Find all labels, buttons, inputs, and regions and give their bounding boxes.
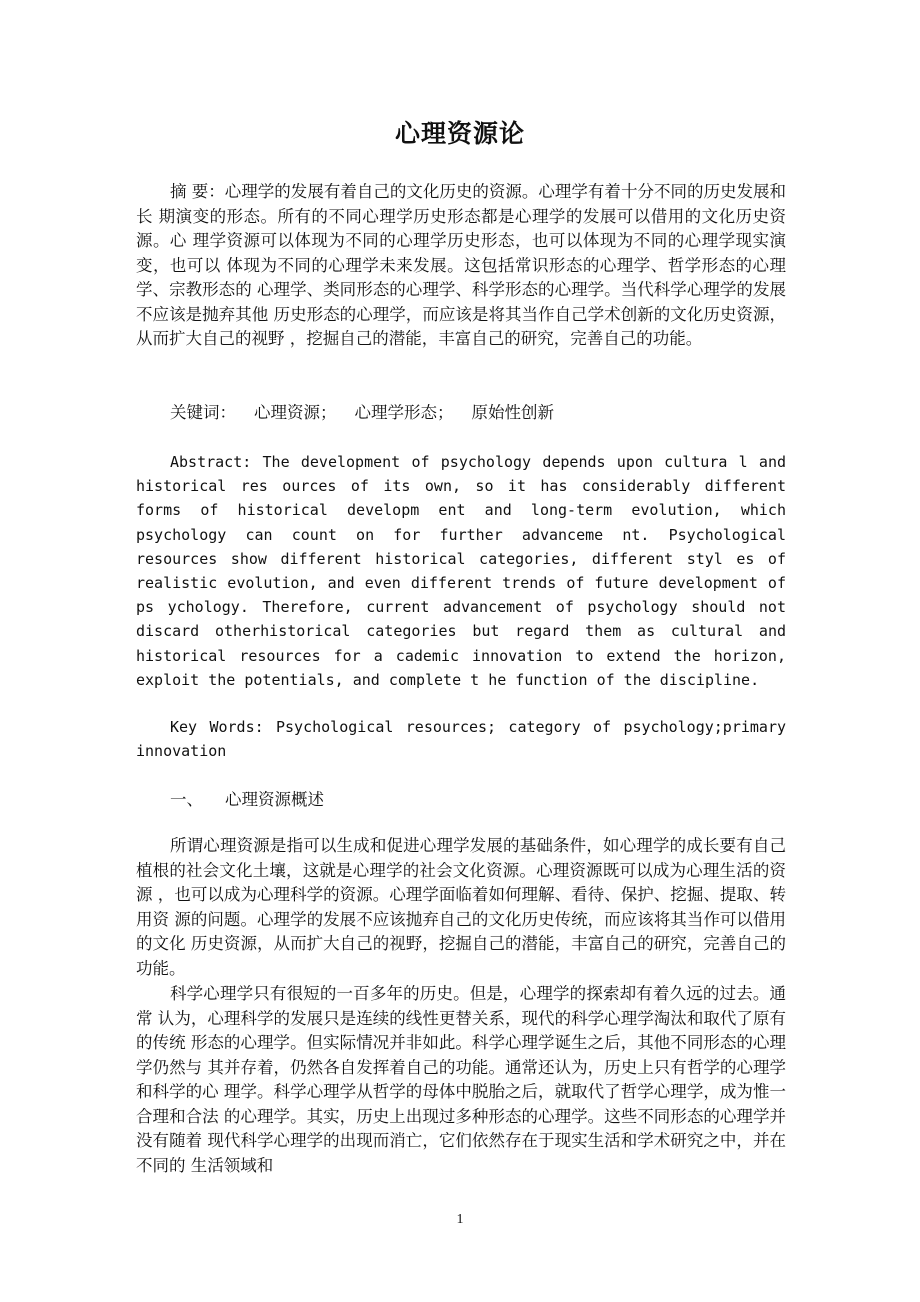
- keyword-3: 原始性创新: [471, 403, 554, 422]
- keyword-2: 心理学形态；: [354, 403, 454, 422]
- keyword-1: 心理资源；: [254, 403, 337, 422]
- body-paragraph: 科学心理学只有很短的一百多年的历史。但是，心理学的探索却有着久远的过去。通常 认为，心理科学的发展只是连续的线性更替关系，现代的科学心理学淘汰和取代了原有的传统 形态的心理学。但实际情况并非如此。科学心理学诞生之后，其他不同形态的心理学仍然与 其并存着，仍然各自发挥着自己的功能。通常还认为，历史上只有哲学的心理学和科学的心 理学。科学心理学从哲学的母体中脱胎之后，就取代了哲学心理学，成为惟一合理和合法 的心理学。其实，历史上出现过多种形态的心理学。这些不同形态的心理学并没有随着 现代科学心理学的出现而消亡，它们依然存在于现实生活和学术研究之中，并在不同的 生活领域和: [136, 984, 786, 1175]
- page-title: 心理资源论: [394, 119, 525, 148]
- keywords-label: 关键词：: [170, 403, 236, 422]
- english-abstract: Abstract: The development of psychology depends upon cultura l and historical res ources of its own, so it has considerably different forms of historical developm ent and long-term evolution, which psychology can count on for further advanceme nt. Psychological resources show different historical categories, different styl es of realistic evolution, and even different trends of future development of ps ychology. Therefore, current advancement of psychology should not discard otherhistorical categories but regard them as cultural and historical resources for a cademic innovation to extend the horizon, exploit the potentials, and complete t he function of the discipline.: [136, 453, 786, 689]
- chinese-abstract: [136, 180, 786, 352]
- chinese-keywords: [136, 401, 786, 426]
- body-paragraph: 所谓心理资源是指可以生成和促进心理学发展的基础条件，如心理学的成长要有自己 植根的社会文化土壤，这就是心理学的社会文化资源。心理资源既可以成为心理生活的资源 ，也可以成为心理科学的资源。心理学面临着如何理解、看待、保护、挖掘、提取、转用资 源的问题。心理学的发展不应该抛弃自己的文化历史传统，而应该将其当作可以借用的文化 历史资源，从而扩大自己的视野，挖掘自己的潜能，丰富自己的研究，完善自己的功能。: [136, 836, 786, 978]
- section-number: 一、: [170, 790, 203, 809]
- abstract-label: 摘 要：: [170, 182, 225, 201]
- section-title: 心理资源概述: [225, 790, 324, 809]
- page-number: 1: [456, 1212, 464, 1227]
- section-heading: [136, 788, 786, 813]
- abstract-text: 心理学的发展有着自己的文化历史的资源。心理学有着十分不同的历史发展和长 期演变的形态。所有的不同心理学历史形态都是心理学的发展可以借用的文化历史资源。心 理学资源可以体现为不同的心理学历史形态，也可以体现为不同的心理学现实演变，也可以 体现为不同的心理学未来发展。这包括常识形态的心理学、哲学形态的心理学、宗教形态的 心理学、类同形态的心理学、科学形态的心理学。当代科学心理学的发展不应该是抛弃其他 历史形态的心理学，而应该是将其当作自己学术创新的文化历史资源，从而扩大自己的视野 ，挖掘自己的潜能，丰富自己的研究，完善自己的功能。: [136, 182, 787, 348]
- english-keywords: Key Words: Psychological resources; category of psychology;primary innovation: [136, 718, 786, 761]
